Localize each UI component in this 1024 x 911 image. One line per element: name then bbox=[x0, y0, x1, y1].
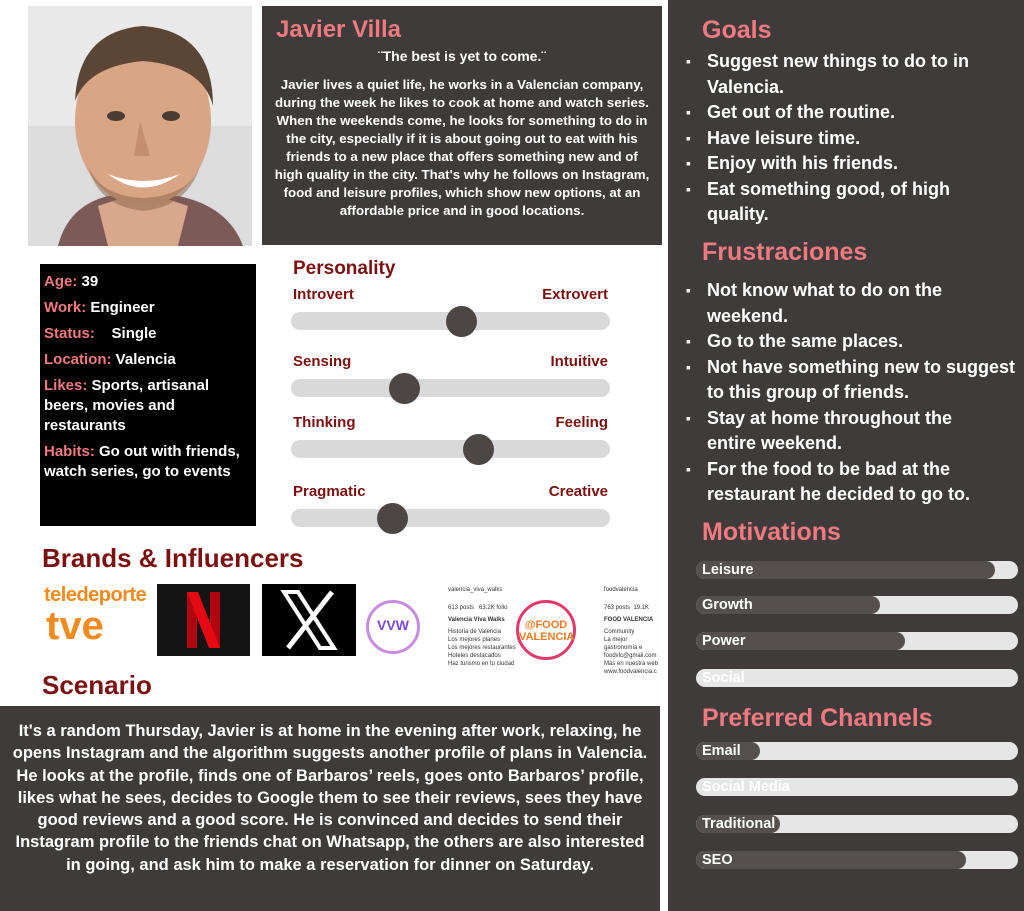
trait-slider-knob[interactable] bbox=[446, 306, 477, 337]
trait-introvert-extrovert bbox=[290, 286, 616, 346]
scenario-title: Scenario bbox=[42, 670, 152, 700]
goal-item: ▪ Enjoy with his friends. bbox=[686, 151, 1018, 177]
vvw-logo-text: VVW bbox=[377, 617, 409, 633]
goal-item: ▪ Eat something good, of high quality. bbox=[686, 177, 1018, 228]
channel-bar-email bbox=[696, 742, 1018, 760]
frustration-item: ▪ Not know what to do on the weekend. bbox=[686, 278, 1018, 329]
frustration-item: ▪ For the food to be bad at the restaurant he decided to go to. bbox=[686, 457, 1018, 508]
motivation-bar-social bbox=[696, 669, 1018, 687]
goal-item: ▪ Get out of the routine. bbox=[686, 100, 1018, 126]
channel-bar-social-media bbox=[696, 778, 1018, 796]
tve-logo-bottom-text: tve bbox=[46, 604, 104, 648]
motivation-bar-power bbox=[696, 632, 1018, 650]
brands-title: Brands & Influencers bbox=[42, 543, 304, 573]
trait-thinking-feeling bbox=[290, 414, 616, 474]
frustration-item: ▪ Not have something new to suggest to this group of friends. bbox=[686, 355, 1018, 406]
goal-item: ▪ Have leisure time. bbox=[686, 126, 1018, 152]
demographics-panel bbox=[40, 264, 256, 526]
instagram-profile-valencia-viva-walks bbox=[448, 586, 518, 666]
habits-value: Go out with friends, watch series, go to events bbox=[44, 443, 240, 480]
trait-slider-track bbox=[291, 509, 610, 527]
right-column-panel bbox=[668, 0, 1024, 911]
personality-title: Personality bbox=[293, 258, 396, 279]
likes-label: Likes: bbox=[44, 377, 88, 394]
bar-label: Leisure bbox=[702, 562, 754, 578]
bar-label: Social bbox=[702, 670, 745, 686]
likes-value: Sports, artisanal beers, movies and restaurants bbox=[44, 377, 210, 434]
insta1-line: Los mejores planes bbox=[448, 637, 501, 643]
bio-panel bbox=[262, 6, 662, 245]
frustration-item: ▪ Go to the same places. bbox=[686, 329, 1018, 355]
bar-fill bbox=[696, 851, 966, 869]
location-row bbox=[44, 350, 252, 370]
insta2-handle: foodvalencia bbox=[604, 587, 638, 593]
food-valencia-logo-text: @FOOD VALENCIA bbox=[519, 619, 575, 643]
motivations-title: Motivations bbox=[702, 518, 841, 546]
trait-slider-knob[interactable] bbox=[377, 503, 408, 534]
teledeporte-tve-logo bbox=[44, 584, 154, 656]
insta2-line: www.foodvalencia.c bbox=[604, 669, 657, 675]
insta2-line: La mejor gastronomía e bbox=[604, 637, 643, 651]
trait-left-label: Introvert bbox=[293, 286, 354, 303]
goals-title: Goals bbox=[702, 16, 772, 44]
trait-left-label: Sensing bbox=[293, 353, 352, 370]
frustrations-list bbox=[686, 278, 1018, 508]
bar-label: Growth bbox=[702, 597, 753, 613]
persona-quote: ¨The best is yet to come.¨ bbox=[377, 48, 547, 64]
bar-label: Traditional bbox=[702, 816, 776, 832]
insta1-posts: 613 posts bbox=[448, 605, 475, 611]
bar-label: Email bbox=[702, 743, 741, 759]
age-label: Age: bbox=[44, 273, 78, 290]
netflix-n-icon bbox=[157, 584, 250, 656]
insta2-posts: 763 posts bbox=[604, 605, 631, 611]
x-icon bbox=[262, 584, 356, 656]
persona-name: Javier Villa bbox=[276, 16, 401, 43]
insta1-name: Valencia Viva Walks bbox=[448, 617, 505, 623]
insta2-name: FOOD VALENCIA bbox=[604, 617, 654, 623]
trait-slider-knob[interactable] bbox=[389, 373, 420, 404]
channels-title: Preferred Channels bbox=[702, 704, 933, 732]
bar-label: Power bbox=[702, 633, 746, 649]
age-row bbox=[44, 272, 252, 292]
motivation-bar-growth bbox=[696, 596, 1018, 614]
scenario-panel bbox=[0, 706, 660, 911]
status-row bbox=[44, 324, 252, 344]
insta2-line: foodvlc@gmail.com bbox=[604, 653, 657, 659]
frustrations-title: Frustraciones bbox=[702, 238, 868, 266]
age-value: 39 bbox=[81, 273, 99, 290]
bar-label: Social Media bbox=[702, 779, 790, 795]
insta2-line: Community bbox=[604, 629, 635, 635]
food-valencia-logo bbox=[516, 600, 576, 660]
trait-left-label: Thinking bbox=[293, 414, 356, 431]
work-label: Work: bbox=[44, 299, 87, 316]
habits-label: Habits: bbox=[44, 443, 95, 460]
x-logo bbox=[262, 584, 356, 656]
work-row bbox=[44, 298, 252, 318]
trait-slider-knob[interactable] bbox=[463, 434, 494, 465]
insta1-line: Haz turismo en tu ciudad bbox=[448, 661, 515, 667]
location-value: Valencia bbox=[115, 351, 176, 368]
bar-label: SEO bbox=[702, 852, 733, 868]
scenario-text: It's a random Thursday, Javier is at home in the evening after work, relaxing, he opens Instagram and the algorithm suggests another profile of plans in Valencia. He looks at the profile, finds one of Barbaros’ reels, goes onto Barbaros’ profile, likes what he sees, decides to Google them to see their reviews, sees they have good reviews and a good score. He is convinced and decides to send their Instagram profile to the friends chat on Whatsapp, the others are also interested in going, and ask him to make a reservation for dinner on Saturday. bbox=[12, 722, 648, 874]
status-label: Status: bbox=[44, 325, 95, 342]
location-label: Location: bbox=[44, 351, 112, 368]
goal-item: ▪ Suggest new things to do to in Valencia. bbox=[686, 49, 1018, 100]
insta1-line: Hoteles destacados bbox=[448, 653, 501, 659]
trait-right-label: Intuitive bbox=[550, 353, 608, 370]
insta1-followers: 63.2K follo bbox=[479, 605, 508, 611]
persona-photo bbox=[28, 6, 252, 246]
instagram-profile-foodvalencia bbox=[604, 586, 662, 675]
valencia-viva-walks-logo bbox=[366, 600, 420, 654]
insta1-line: Historia de Valencia bbox=[448, 629, 501, 635]
insta1-handle: valencia_viva_walks bbox=[448, 587, 503, 593]
netflix-logo bbox=[157, 584, 250, 656]
trait-right-label: Extrovert bbox=[542, 286, 608, 303]
insta1-line: Los mejores restaurantes bbox=[448, 645, 516, 651]
trait-left-label: Pragmatic bbox=[293, 483, 366, 500]
motivation-bar-leisure bbox=[696, 561, 1018, 579]
status-value: Single bbox=[111, 325, 157, 342]
trait-slider-track bbox=[291, 379, 610, 397]
insta2-followers: 19.1K bbox=[633, 605, 650, 611]
persona-description: Javier lives a quiet life, he works in a Valencian company, during the week he likes to cook at home and watch series. When the weekends come, he looks for something to do in the city, especially if it is about going out to eat with his friends to a new place that offers something new and of high quality in the city. That's why he follows on Instagram, food and leisure profiles, which show new options, at an affordable price and in good locations. bbox=[274, 77, 650, 218]
channel-bar-seo bbox=[696, 851, 1018, 869]
channel-bar-traditional bbox=[696, 815, 1018, 833]
trait-pragmatic-creative bbox=[290, 483, 616, 543]
work-value: Engineer bbox=[90, 299, 155, 316]
portrait-illustration bbox=[28, 6, 252, 246]
trait-right-label: Feeling bbox=[555, 414, 608, 431]
insta2-line: Más en nuestra web bbox=[604, 661, 659, 667]
personality-section bbox=[290, 256, 620, 536]
goals-list bbox=[686, 49, 1018, 228]
trait-slider-track bbox=[291, 440, 610, 458]
tve-logo-top-text: teledeporte bbox=[44, 584, 147, 606]
habits-row bbox=[44, 442, 252, 482]
likes-row bbox=[44, 376, 252, 436]
trait-sensing-intuitive bbox=[290, 353, 616, 413]
trait-right-label: Creative bbox=[548, 483, 608, 500]
frustration-item: ▪ Stay at home throughout the entire weekend. bbox=[686, 406, 1018, 457]
